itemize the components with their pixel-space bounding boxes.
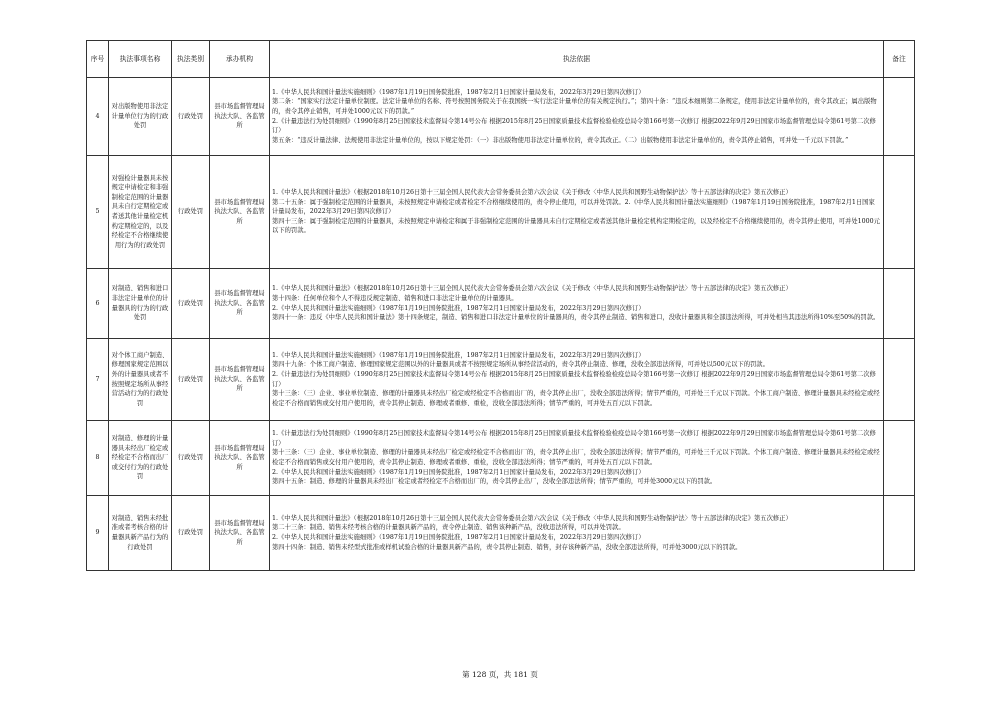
row-category: 行政处罚	[172, 269, 210, 339]
row-agency: 县市场监督管理局执法大队、各监管所	[210, 156, 270, 269]
row-no: 8	[87, 421, 109, 496]
row-category: 行政处罚	[172, 421, 210, 496]
table-row	[87, 496, 915, 571]
row-note	[884, 78, 915, 156]
row-category: 行政处罚	[172, 156, 210, 269]
row-agency: 县市场监督管理局执法大队、各监管所	[210, 339, 270, 421]
row-basis: 1.《中华人民共和国计量法》（根据2018年10月26日第十三届全国人民代表大会常务委员会第六次会议《关于修改〈中华人民共和国野生动物保护法〉等十五部法律的决定》第五次修正） 第十四条：任何单位和个人不得违反规定制造、销售和进口非法定计量单位的计量器具。 2.《中华人民共和国计量法实施细则》（1987年1月19日国务院批准，1987年2月1日国家计量局发布，2022年3月29日第四次修订） 第四十一条：违反《中华人民共和国计量法》第十四条规定，制造、销售和进口非法定计量单位的计量器具的，责令其停止制造、销售和进口，没收计量器具和全部违法所得，可并处相当其违法所得10%至50%的罚款。	[270, 269, 884, 339]
row-agency: 县市场监督管理局执法大队、各监管所	[210, 78, 270, 156]
header-agency: 承办机构	[210, 41, 270, 78]
row-note	[884, 269, 915, 339]
table-row	[87, 78, 915, 156]
header-row	[87, 41, 915, 78]
row-category: 行政处罚	[172, 78, 210, 156]
header-note: 备注	[884, 41, 915, 78]
row-basis: 1.《计量违法行为处罚细则》（1990年8月25日国家技术监督局令第14号公布 根据2015年8月25日国家质量技术监督检验检疫总局令第166号第一次修订 根据2022年9月29日国家市场监督管理总局令第61号第二次修订） 第十三条：（三）企业、事业单位制造、修理的计量器具未经出厂检定或经检定不合格而出厂的，责令其停止出厂，没收全部违法所得；情节严重的，可并处三千元以下罚款。个体工商户制造、修理计量器具未经检定或经检定不合格而销售或交付用户使用的，责令其停止制造、修理或者重修、重检，没收全部违法所得；情节严重的，可并处五百元以下罚款。 2.《中华人民共和国计量法实施细则》（1987年1月19日国务院批准，1987年2月1日国家计量局发布，2022年3月29日第四次修订） 第四十五条：制造、修理的计量器具未经出厂检定或者经检定不合格而出厂的，责令其停止出厂，没收全部违法所得；情节严重的，可并处3000元以下的罚款。	[270, 421, 884, 496]
row-basis: 1.《中华人民共和国计量法实施细则》（1987年1月19日国务院批准，1987年2月1日国家计量局发布，2022年3月29日第四次修订） 第四十九条：个体工商户制造、修理国家规定范围以外的计量器具或者不按照规定场所从事经营活动的，责令其停止制造、修理，没收全部违法所得，可并处以500元以下的罚款。 2.《计量违法行为处罚细则》（1990年8月25日国家技术监督局令第14号公布 根据2015年8月25日国家质量技术监督检验检疫总局令第166号第一次修订 根据2022年9月29日国家市场监督管理总局令第61号第二次修订） 第十三条：（三）企业、事业单位制造、修理的计量器具未经出厂检定或经检定不合格而出厂的，责令其停止出厂，没收全部违法所得；情节严重的，可并处三千元以下罚款。个体工商户制造、修理计量器具未经检定或经检定不合格而销售或交付用户使用的，责令其停止制造、修理或者重修、重检，没收全部违法所得；情节严重的，可并处五百元以下罚款。	[270, 339, 884, 421]
row-item-name: 对个体工商户制造、修理国家规定范围以外的计量器具或者不按照规定场所从事经营活动行为的行政处罚	[109, 339, 172, 421]
row-note	[884, 339, 915, 421]
row-agency: 县市场监督管理局执法大队、各监管所	[210, 269, 270, 339]
header-basis: 执法依据	[270, 41, 884, 78]
header-category: 执法类别	[172, 41, 210, 78]
row-item-name: 对制造、修理的计量器具未经出厂检定或经检定不合格而出厂或交付行为的行政处罚	[109, 421, 172, 496]
row-note	[884, 156, 915, 269]
table-row	[87, 339, 915, 421]
row-no: 9	[87, 496, 109, 571]
table-row	[87, 269, 915, 339]
enforcement-table	[86, 40, 915, 571]
header-no: 序号	[87, 41, 109, 78]
page-number: 第 128 页，共 181 页	[462, 670, 538, 679]
row-agency: 县市场监督管理局执法大队、各监管所	[210, 496, 270, 571]
row-item-name: 对制造、销售和进口非法定计量单位的计量器具的行为的行政处罚	[109, 269, 172, 339]
row-basis: 1.《中华人民共和国计量法》（根据2018年10月26日第十三届全国人民代表大会常务委员会第六次会议《关于修改〈中华人民共和国野生动物保护法〉等十五部法律的决定》第五次修正） 第二十三条：制造、销售未经考核合格的计量器具新产品的，责令停止制造、销售该种新产品，没收违法所得，可以并处罚款。 2.《中华人民共和国计量法实施细则》（1987年1月19日国务院批准，1987年2月1日国家计量局发布，2022年3月29日第四次修订） 第四十四条：制造、销售未经型式批准或样机试验合格的计量器具新产品的，责令其停止制造、销售，封存该种新产品，没收全部违法所得，可并处3000元以下的罚款。	[270, 496, 884, 571]
row-basis: 1.《中华人民共和国计量法实施细则》（1987年1月19日国务院批准，1987年2月1日国家计量局发布，2022年3月29日第四次修订） 第二条：“国家实行法定计量单位制度。法定计量单位的名称、符号按照国务院关于在我国统一实行法定计量单位的有关规定执行。”；第四十条：“违反本细则第二条规定，使用非法定计量单位的，责令其改正；属出版物的，责令其停止销售，可并处1000元以下的罚款。” 2.《计量违法行为处罚细则》（1990年8月25日国家技术监督局令第14号公布 根据2015年8月25日国家质量技术监督检验检疫总局令第166号第一次修订 根据2022年9月29日国家市场监督管理总局令第61号第二次修订） 第五条：“违反计量法律、法规使用非法定计量单位的，按以下规定处罚：（一）非出版物使用非法定计量单位的，责令其改正。（二）出版物使用非法定计量单位的，责令其停止销售，可并处一千元以下罚款。”	[270, 78, 884, 156]
row-category: 行政处罚	[172, 496, 210, 571]
table-row	[87, 421, 915, 496]
header-item-name: 执法事项名称	[109, 41, 172, 78]
row-note	[884, 421, 915, 496]
row-no: 7	[87, 339, 109, 421]
row-basis: 1.《中华人民共和国计量法》（根据2018年10月26日第十三届全国人民代表大会常务委员会第六次会议《关于修改〈中华人民共和国野生动物保护法〉等十五部法律的决定》第五次修正） 第二十五条：属于强制检定范围的计量器具，未按照规定申请检定或者检定不合格继续使用的，责令停止使用，可以并处罚款。2.《中华人民共和国计量法实施细则》（1987年1月19日国务院批准，1987年2月1日国家计量局发布，2022年3月29日第四次修订） 第四十三条：属于强制检定范围的计量器具，未按照规定申请检定和属于非强制检定范围的计量器具未自行定期检定或者送其他计量检定机构定期检定的，以及经检定不合格继续使用的，责令其停止使用，可并处1000元以下的罚款。	[270, 156, 884, 269]
row-item-name: 对制造、销售未经批准或者考核合格的计量器具新产品行为的行政处罚	[109, 496, 172, 571]
row-note	[884, 496, 915, 571]
row-item-name: 对出版物使用非法定计量单位行为的行政处罚	[109, 78, 172, 156]
table-row	[87, 156, 915, 269]
row-no: 5	[87, 156, 109, 269]
row-no: 6	[87, 269, 109, 339]
row-item-name: 对强检计量器具未按规定申请检定和非强制检定范围的计量器具未自行定期检定或者送其他计量检定机构定期检定的，以及经检定不合格继续使用行为的行政处罚	[109, 156, 172, 269]
row-agency: 县市场监督管理局执法大队、各监管所	[210, 421, 270, 496]
row-no: 4	[87, 78, 109, 156]
row-category: 行政处罚	[172, 339, 210, 421]
